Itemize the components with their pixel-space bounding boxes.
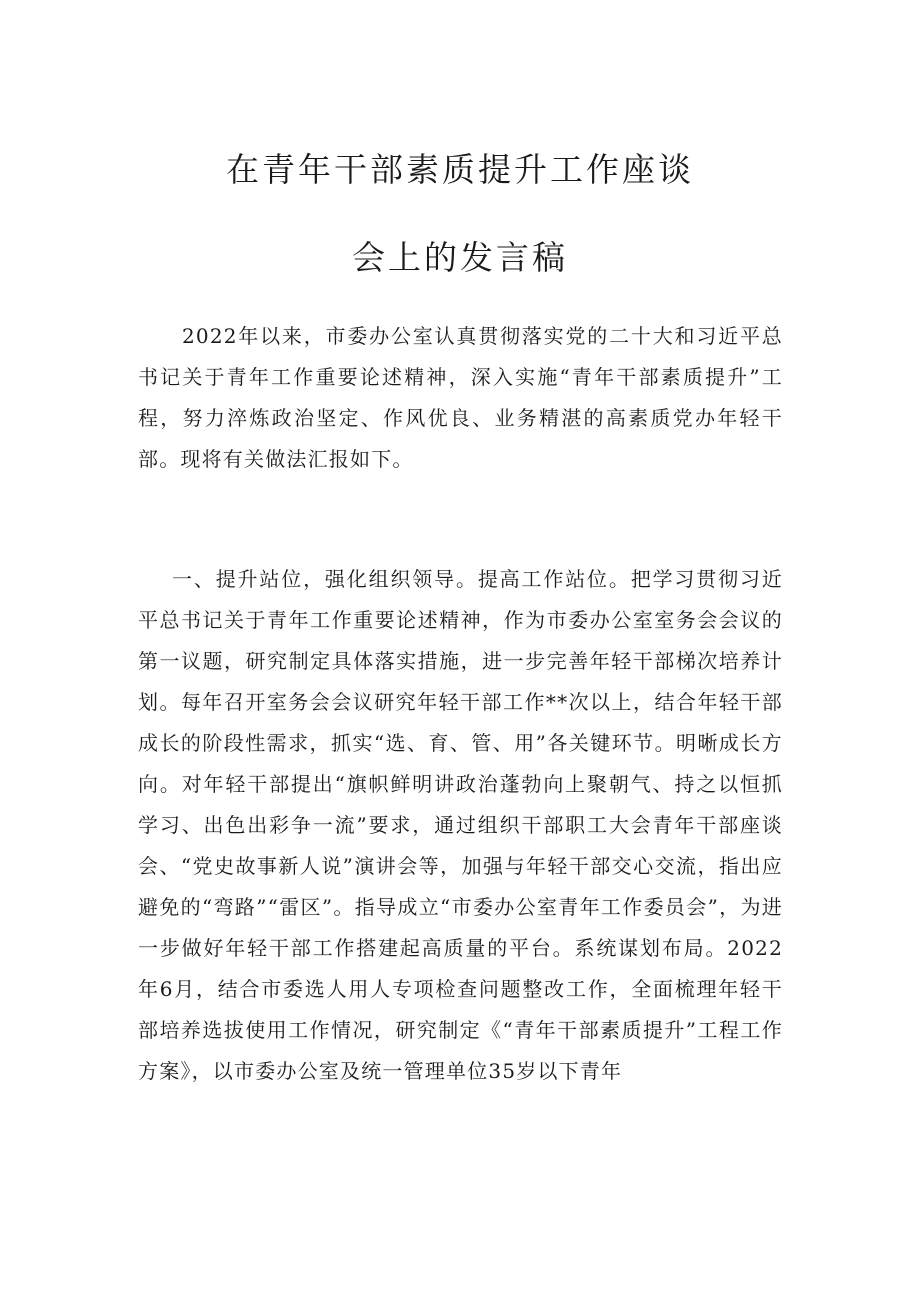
- section-one-paragraph: 一、提升站位，强化组织领导。提高工作站位。把学习贯彻习近平总书记关于青年工作重要论述精神，作为市委办公室室务会会议的第一议题，研究制定具体落实措施，进一步完善年轻干部梯次培养计划。每年召开室务会会议研究年轻干部工作**次以上，结合年轻干部成长的阶段性需求，抓实“选、育、管、用”各关键环节。明晰成长方向。对年轻干部提出“旗帜鲜明讲政治蓬勃向上聚朝气、持之以恒抓学习、出色出彩争一流”要求，通过组织干部职工大会青年干部座谈会、“党史故事新人说”演讲会等，加强与年轻干部交心交流，指出应避免的“弯路”“雷区”。指导成立“市委办公室青年工作委员会”，为进一步做好年轻干部工作搭建起高质量的平台。系统谋划布局。2022年6月，结合市委选人用人专项检查问题整改工作，全面梳理年轻干部培养选拔使用工作情况，研究制定《“青年干部素质提升”工程工作方案》，以市委办公室及统一管理单位35岁以下青年: [138, 567, 783, 1083]
- intro-paragraph: 2022年以来，市委办公室认真贯彻落实党的二十大和习近平总书记关于青年工作重要论述精神，深入实施“青年干部素质提升”工程，努力淬炼政治坚定、作风优良、业务精湛的高素质党办年轻干部。现将有关做法汇报如下。: [138, 324, 783, 471]
- document-title-line-1: 在青年干部素质提升工作座谈: [226, 150, 694, 189]
- document-title-line-2: 会上的发言稿: [352, 238, 568, 277]
